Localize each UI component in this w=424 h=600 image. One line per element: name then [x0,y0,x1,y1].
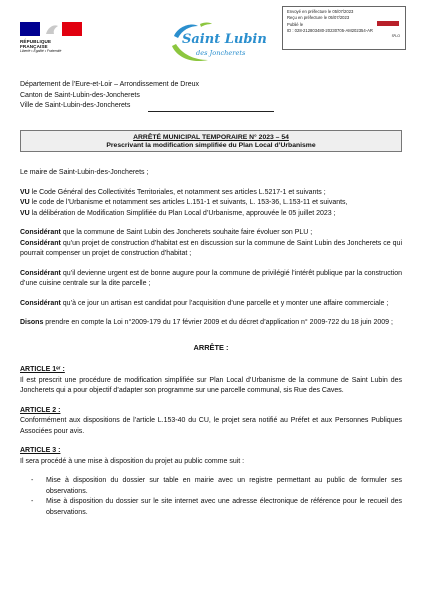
list-item-text: Mise à disposition du dossier sur le site internet avec une adresse électronique de référence pour le recueil des observations. [46,498,402,516]
list-item-text: Mise à disposition du dossier sur table en mairie avec un registre permettant au public de formuler ses observations. [46,477,402,495]
considerant-text: que la commune de Saint Lubin des Joncherets souhaite faire évoluer son PLU ; [60,229,313,236]
stamp-published: Publié le [287,21,304,27]
considerant-label: Considérant [20,229,61,236]
vu-text: le Code Général des Collectivités Territoriales, et notamment ses articles L.5217-1 et suivants ; [29,188,326,196]
article-2-text: Conformément aux dispositions de l’article L.153-40 du CU, le projet sera notifié au Préfet et aux Personnes Publiques Associées pour avis. [20,417,402,435]
title-box [20,130,402,152]
republic-label [20,39,82,49]
stamp-received: Reçu en préfecture le 05/07/2023 [287,15,350,21]
article-1-heading: ARTICLE 1ᵉʳ : [20,366,65,373]
list-item [20,497,402,518]
considerant-line [20,299,402,310]
vu-text: le code de l’Urbanisme et notamment ses articles L.151-1 et suivants, L. 153-36, L.153-11 et suivants, [29,199,348,206]
list-marker: - [31,477,34,484]
address-department: Département de l’Eure-et-Loir – Arrondissement de Dreux [20,81,199,88]
address-divider [148,111,274,112]
article-3-list [20,476,402,518]
considerant-label: Considérant [20,299,61,307]
considerant-text: qu’à ce jour un artisan est candidat pour l’acquisition d’une parcelle et y monter une affaire commerciale ; [60,299,389,307]
vu-label: VU [20,199,30,206]
considerant-text: qu’il devienne urgent est de bonne augure pour la commune de privilégié l’intérêt publique par la construction d’une cuisine centrale sur la dite parcelle ; [20,269,402,287]
considerant-line [20,228,402,239]
disons-line [20,318,402,329]
list-marker: - [31,498,34,505]
disons-label: Disons [20,319,44,326]
considerant-line [20,239,402,260]
republic-line-1: RÉPUBLIQUE [20,39,52,44]
vu-label: VU [20,188,30,196]
document-body [20,168,402,518]
logo-title: Saint Lubin [182,32,267,47]
article-2-heading: ARTICLE 2 : [20,406,61,414]
address-block [20,80,199,112]
marianne-flag-icon [20,22,82,36]
intro-line: Le maire de Saint-Lubin-des-Joncherets ; [20,169,149,176]
logo-subtitle: des Joncherets [196,49,246,57]
disons-text: prendre en compte la Loi n°2009-179 du 17 février 2009 et du décret d’application n° 2009-722 du 18 juin 2009 ; [43,319,393,326]
republic-line-2: FRANÇAISE [20,44,48,50]
town-logo [168,20,267,72]
considerant-label: Considérant [20,239,61,247]
vu-label: VU [20,209,30,217]
prefecture-stamp [282,6,406,50]
article-1-text: Il est prescrit une procédure de modification simplifiée sur Plan Local d’Urbanisme de la commune de Saint Lubin des Joncherets qui a pour objectif d’adapter son programme sur une parcelle communal, sis Rue des Caves. [20,376,402,394]
stamp-badge-icon [377,21,399,26]
address-canton: Canton de Saint-Lubin-des-Joncherets [20,91,140,99]
marianne-logo [20,22,82,53]
vu-line [20,198,402,209]
address-town: Ville de Saint-Lubin-des-Joncherets [20,102,131,109]
considerant-text: qu’un projet de construction d’habitat est en discussion sur la commune de Saint Lubin des Joncherets ce qui pourrait compenser un projet de construction d’habitat ; [20,239,402,257]
motto: Liberté • Égalité • Fraternité [20,49,62,54]
article-3-text: Il sera procédé à une mise à disposition du projet au public comme suit : [20,457,245,465]
considerant-label: Considérant [20,269,61,277]
stamp-sent: Envoyé en préfecture le 05/07/2023 [287,9,354,14]
list-item [20,476,402,497]
considerant-line [20,269,402,290]
arrete-subtitle: Prescrivant la modification simplifiée du Plan Local d’Urbanisme [106,142,316,149]
arrete-title: ARRÊTÉ MUNICIPAL TEMPORAIRE N° 2023 – 54 [133,133,289,141]
vu-text: la délibération de Modification Simplifiée du Plan Local d’Urbanisme, approuvée le 05 juillet 2023 ; [29,209,336,217]
vu-line [20,188,402,199]
vu-line [20,209,402,220]
stamp-badge-text: S²LO [391,34,400,38]
stamp-id: ID : 028-212803480-20230705-AM202354-AR [287,28,373,34]
arrete-heading: ARRÊTE : [193,342,229,352]
article-3-heading: ARTICLE 3 : [20,447,61,454]
